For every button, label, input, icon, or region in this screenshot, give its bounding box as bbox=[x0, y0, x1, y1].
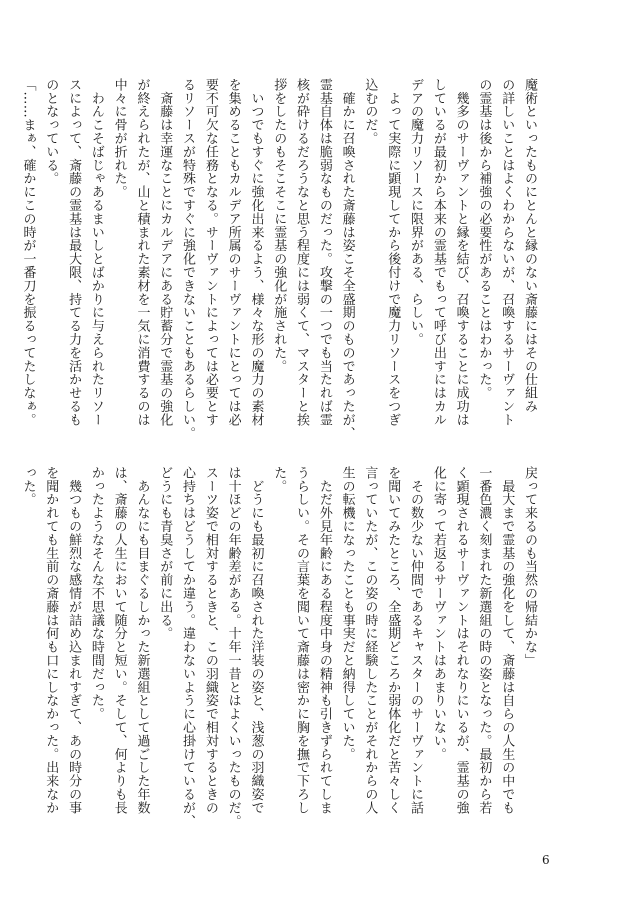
text-line: ただ外見年齢にある程度中身の精神も引きずられてしま bbox=[316, 466, 332, 815]
text-line: を集めることもカルデア所属のサーヴァントにとっては必 bbox=[225, 78, 241, 427]
text-line: かったようなそんな不思議な時間だった。 bbox=[88, 466, 104, 721]
text-line: どうにも青臭さが前に出る。 bbox=[157, 466, 173, 641]
text-line: どうにも最初に召喚された洋装の姿と、浅葱の羽織姿で bbox=[248, 466, 264, 815]
text-line: 幾多のサーヴァントと縁を結び、召喚することに成功は bbox=[453, 78, 469, 427]
text-line: の詳しいことはよくわからないが、召喚するサーヴァント bbox=[499, 78, 515, 427]
text-line: を聞いてみたところ、全盛期どころか弱体化だと苦々しく bbox=[385, 466, 401, 815]
text-line: 化に寄って若返るサーヴァントはあまりいない。 bbox=[430, 466, 446, 761]
text-line: デアの魔力リソースに限界がある、らしい。 bbox=[408, 78, 424, 346]
text-line: 込むのだ。 bbox=[362, 78, 378, 145]
text-line: 拶をしたのもそこそこに霊基の強化が施された。 bbox=[271, 78, 287, 373]
text-line: るリソースが特殊ですぐに強化できないこともあるらしい。 bbox=[180, 78, 196, 440]
text-line: その数少ない仲間であるキャスターのサーヴァントに話 bbox=[408, 466, 424, 815]
page-number: 6 bbox=[542, 853, 550, 867]
text-line: スによって、斎藤の霊基は最大限、持てる力を活かせるも bbox=[66, 78, 82, 427]
text-line: しているが最初から本来の霊基でもって呼び出すにはカル bbox=[430, 78, 446, 427]
text-line: 一番色濃く刻まれた新選組の時の姿となった。最初から若 bbox=[476, 466, 492, 815]
text-line: を聞かれても生前の斎藤は何も口にしなかった。出来なか bbox=[43, 466, 59, 815]
text-line: スーツ姿で相対するときと、この羽織姿で相対するときの bbox=[202, 466, 218, 815]
text-line: うらしい。その言葉を聞いて斎藤は密かに胸を撫で下ろし bbox=[294, 466, 310, 815]
text-line: いつでもすぐに強化出来るよう、様々な形の魔力の素材 bbox=[248, 78, 264, 427]
text-line: よって実際に顕現してから後付けで魔力リソースをつぎ bbox=[385, 78, 401, 427]
text-line: 斎藤は幸運なことにカルデアにある貯蓄分で霊基の強化 bbox=[157, 78, 173, 427]
text-line: く顕現されるサーヴァントはそれなりにいるが、霊基の強 bbox=[453, 466, 469, 815]
text-line: は十ほどの年齢差がある。十年一昔とはよくいったものだ。 bbox=[225, 466, 241, 828]
text-line: 中々に骨が折れた。 bbox=[111, 78, 127, 199]
text-line: は、斎藤の人生において随分と短い。そして、何よりも長 bbox=[111, 466, 127, 815]
text-line: 霊基自体は脆弱なものだった。攻撃の一つでも当たれば霊 bbox=[316, 78, 332, 427]
text-line: 最大まで霊基の強化をして、斎藤は自らの人生の中でも bbox=[499, 466, 515, 815]
text-block-top bbox=[20, 78, 540, 440]
text-line: 戻って来るのも当然の帰結かな」 bbox=[522, 466, 537, 667]
text-line: 心持ちはどうしてか違う。違わないように心掛けているが、 bbox=[180, 466, 196, 828]
text-line: あんなにも目まぐるしかった新選組として過ごした年数 bbox=[134, 466, 150, 815]
text-line: 「……まぁ、確かにこの時が一番刀を振るってたしなぁ。 bbox=[20, 78, 36, 427]
text-line: 要不可欠な任務となる。サーヴァントによっては必要とす bbox=[202, 78, 218, 427]
text-line: のとなっている。 bbox=[43, 78, 59, 186]
text-line: 幾つもの鮮烈な感情が詰め込まれすぎて、あの時分の事 bbox=[66, 466, 82, 815]
text-line: 言っていたが、この姿の時に経験したことがそれからの人 bbox=[362, 466, 378, 815]
text-line: 生の転機になったことも事実だと納得していた。 bbox=[339, 466, 355, 761]
text-line: が終えられたが、山と積まれた素材を一気に消費するのは bbox=[134, 78, 150, 427]
text-line: 魔術といったものにとんと縁のない斎藤にはその仕組み bbox=[522, 78, 537, 413]
text-line: の霊基は後から補強の必要性があることはわかった。 bbox=[476, 78, 492, 400]
text-line: わんこそばじゃあるまいしとばかりに与えられたリソー bbox=[88, 78, 104, 427]
text-line: 確かに召喚された斎藤は姿こそ全盛期のものであったが、 bbox=[339, 78, 355, 440]
text-line: った。 bbox=[20, 466, 36, 507]
text-block-bottom bbox=[20, 466, 540, 828]
text-line: 核が砕けるだろうなと思う程度には弱くて、マスターと挨 bbox=[294, 78, 310, 427]
text-line: た。 bbox=[271, 466, 287, 493]
